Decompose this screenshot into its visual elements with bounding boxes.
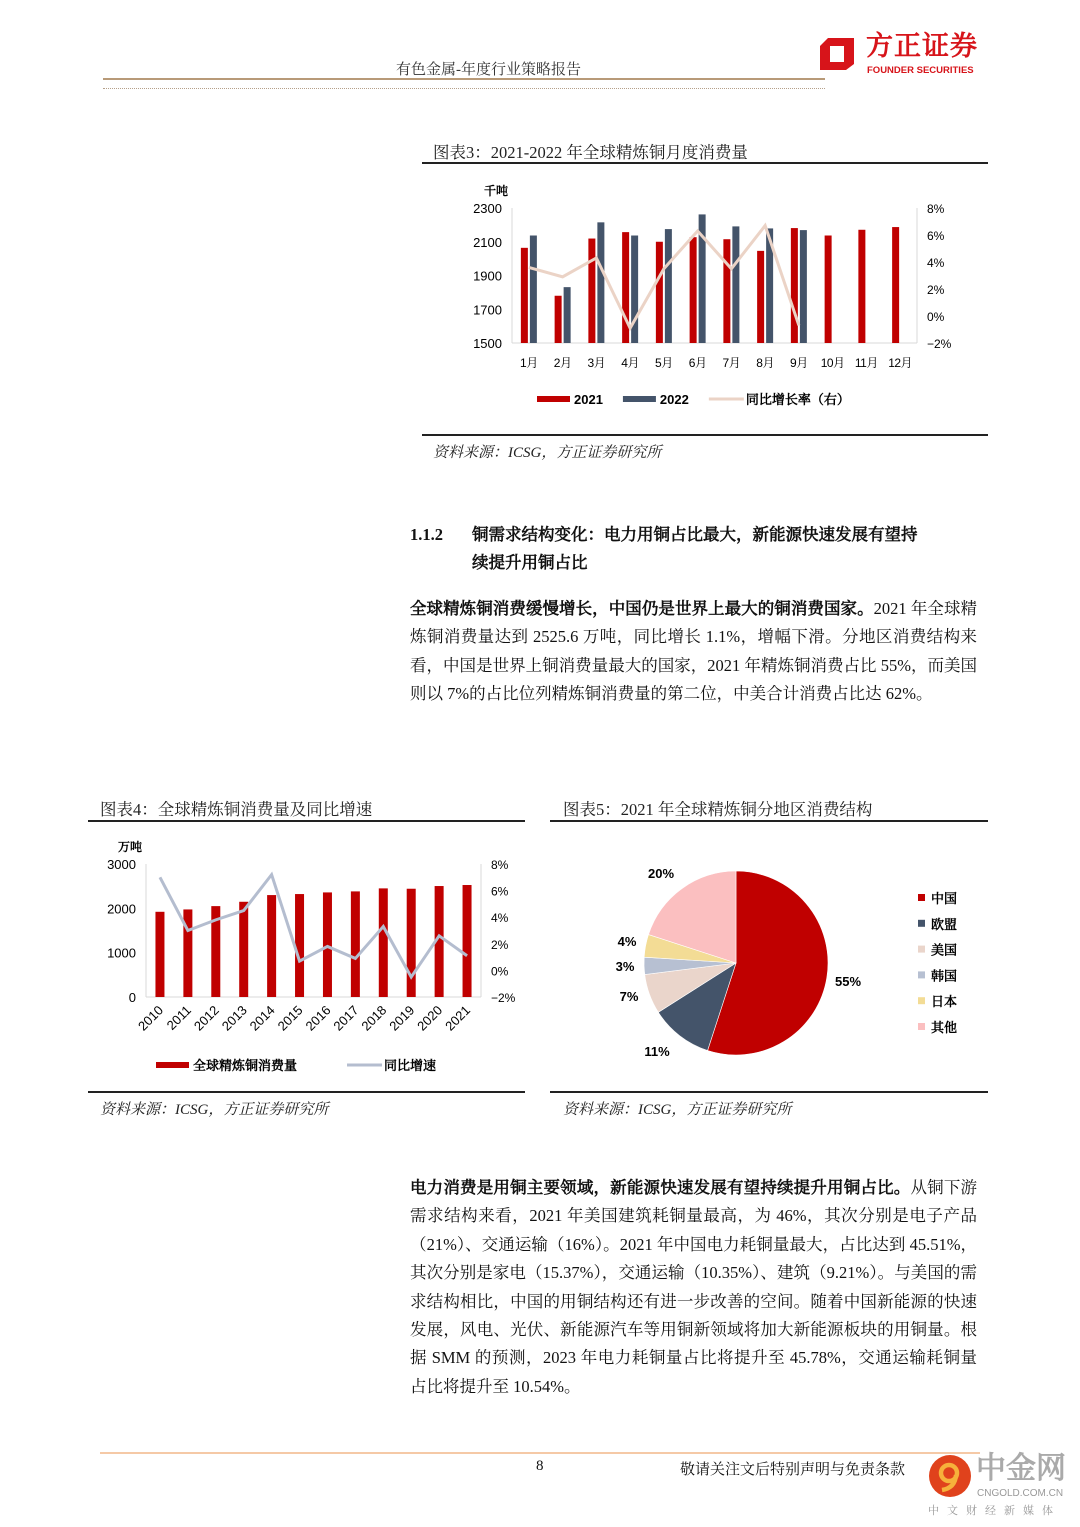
x-tick-label: 2021 [442, 1002, 474, 1034]
y-axis-unit: 万吨 [118, 840, 143, 854]
figure4-title: 图表4：全球精炼铜消费量及同比增速 [100, 800, 373, 819]
paragraph-demand-lead: 电力消费是用铜主要领域，新能源快速发展有望持续提升用铜占比。 [410, 1178, 911, 1197]
bar-2021-11月 [858, 230, 865, 343]
legend-label-2022: 2022 [659, 392, 689, 407]
y-axis-unit: 千吨 [484, 184, 509, 198]
bar-2022-9月 [800, 230, 807, 343]
x-tick-label: 9月 [790, 356, 808, 370]
legend-swatch-2022 [623, 396, 656, 402]
y2-tick-label: 0% [927, 310, 945, 324]
x-tick-label: 2012 [190, 1002, 222, 1034]
x-tick-label: 2015 [274, 1002, 306, 1034]
pie-label-其他: 20% [647, 866, 675, 881]
section-heading-line1: 铜需求结构变化：电力用铜占比最大，新能源快速发展有望持 [472, 525, 918, 544]
legend-label-同比增速: 同比增速 [384, 1058, 437, 1073]
y2-tick-label: −2% [927, 337, 952, 351]
x-tick-label: 2013 [218, 1002, 250, 1034]
y2-tick-label: −2% [491, 991, 516, 1005]
line-同比增速 [160, 875, 467, 977]
legend-label-日本: 日本 [931, 994, 958, 1010]
y2-tick-label: 0% [491, 964, 509, 979]
bar-全球精炼铜消费量-2016 [323, 892, 332, 997]
x-tick-label: 5月 [655, 356, 673, 370]
bar-全球精炼铜消费量-2013 [239, 902, 248, 997]
figure3-chart [422, 175, 988, 420]
legend-label-2021: 2021 [574, 392, 603, 407]
bar-2022-5月 [665, 229, 672, 343]
pie-label-美国: 7% [619, 989, 639, 1004]
pie-label-欧盟: 11% [644, 1044, 670, 1059]
watermark-tagline: 中文财经新媒体 [928, 1504, 1061, 1517]
bar-全球精炼铜消费量-2017 [351, 891, 360, 997]
y2-tick-label: 6% [927, 229, 945, 243]
legend-label-中国: 中国 [931, 891, 958, 906]
figure3-bottom-rule [422, 434, 988, 436]
report-header-title: 有色金属-年度行业策略报告 [396, 62, 581, 78]
bar-全球精炼铜消费量-2010 [155, 912, 164, 997]
section-number: 1.1.2 [410, 525, 443, 544]
bar-2021-3月 [588, 239, 595, 343]
cngold-watermark [928, 1452, 1080, 1527]
bar-全球精炼铜消费量-2015 [295, 894, 304, 997]
x-tick-label: 2017 [330, 1002, 362, 1034]
x-tick-label: 2011 [163, 1002, 194, 1033]
y-tick-label: 3000 [107, 857, 136, 872]
bar-全球精炼铜消费量-2019 [407, 889, 416, 997]
x-tick-label: 8月 [756, 356, 774, 370]
y-tick-label: 2000 [107, 901, 136, 917]
legend-label-欧盟: 欧盟 [931, 916, 958, 932]
x-tick-label: 2016 [302, 1002, 334, 1034]
y2-tick-label: 4% [927, 256, 945, 270]
founder-securities-logo [820, 31, 985, 78]
logo-mark-icon [820, 36, 854, 70]
header-dotted-divider [103, 88, 825, 89]
x-tick-label: 7月 [722, 356, 741, 370]
bar-2021-8月 [757, 251, 764, 343]
legend-swatch-中国 [918, 894, 925, 901]
figure5-chart [550, 830, 988, 1085]
figure5-bottom-rule [550, 1091, 988, 1093]
pie-label-韩国: 3% [615, 959, 635, 974]
x-tick-label: 1月 [520, 356, 538, 370]
x-tick-label: 11月 [854, 356, 878, 370]
logo-text-en: FOUNDER SECURITIES [867, 65, 974, 76]
x-tick-label: 4月 [621, 356, 639, 370]
footer-divider [100, 1452, 980, 1454]
disclaimer-notice: 敬请关注文后特别声明与免责条款 [680, 1460, 906, 1478]
legend-swatch-日本 [918, 997, 925, 1004]
legend-label-韩国: 韩国 [931, 968, 958, 984]
header-divider [103, 78, 825, 80]
y2-tick-label: 4% [491, 911, 509, 926]
figure4-chart [88, 830, 525, 1085]
legend-label-美国: 美国 [931, 942, 958, 958]
y-tick-label: 2100 [473, 234, 502, 250]
bar-2022-2月 [564, 287, 571, 343]
y-tick-label: 1000 [107, 945, 136, 961]
x-tick-label: 12月 [888, 356, 913, 370]
y-tick-label: 1900 [473, 268, 502, 284]
x-tick-label: 3月 [587, 356, 606, 370]
legend-swatch-2021 [537, 396, 570, 402]
logo-text-cn: 方正证券 [866, 31, 978, 62]
legend-label-全球精炼铜消费量: 全球精炼铜消费量 [193, 1058, 298, 1073]
paragraph-consumption-body: 2021 年全球精炼铜消费量达到 2525.6 万吨，同比增长 1.1%，增幅下滑。分地区消费结构来看，中国是世界上铜消费量最大的国家，2021 年精炼铜消费占比 55%，而美国则以 7%的占比位列精炼铜消费量的第二位，中美合计消费占比达 62%。 [410, 599, 977, 704]
bar-2022-7月 [732, 226, 739, 343]
x-tick-label: 2018 [358, 1002, 390, 1034]
bar-2022-3月 [597, 222, 604, 343]
figure3-title: 图表3：2021-2022 年全球精炼铜月度消费量 [433, 143, 748, 162]
paragraph-consumption-lead: 全球精炼铜消费缓慢增长，中国仍是世界上最大的铜消费国家。 [410, 599, 874, 618]
y2-tick-label: 6% [491, 884, 509, 899]
y-tick-label: 1700 [473, 302, 502, 318]
bar-2022-1月 [530, 236, 537, 343]
bar-2021-1月 [521, 248, 528, 343]
section-heading [472, 521, 982, 577]
page-number: 8 [536, 1458, 544, 1474]
bar-2021-6月 [690, 237, 697, 343]
pie-label-中国: 55% [834, 974, 862, 989]
y2-tick-label: 8% [927, 202, 945, 216]
legend-swatch-其他 [918, 1023, 925, 1030]
y2-tick-label: 2% [927, 283, 945, 297]
watermark-name: 中金网 [976, 1451, 1066, 1486]
x-tick-label: 2019 [386, 1002, 418, 1034]
legend-swatch-韩国 [918, 971, 925, 978]
paragraph-demand-structure [410, 1174, 977, 1401]
bar-2021-10月 [825, 236, 832, 343]
figure4-source: 资料来源：ICSG，方正证券研究所 [100, 1102, 329, 1118]
bar-2021-2月 [555, 296, 562, 343]
bar-2021-12月 [892, 227, 899, 343]
watermark-url: CNGOLD.COM.CN [977, 1488, 1064, 1499]
section-heading-line2: 续提升用铜占比 [472, 553, 588, 572]
figure3-top-rule [422, 162, 988, 164]
figure5-top-rule [550, 820, 988, 822]
y2-tick-label: 2% [491, 937, 509, 952]
bar-全球精炼铜消费量-2014 [267, 895, 276, 997]
legend-label-其他: 其他 [931, 1020, 958, 1035]
x-tick-label: 10月 [820, 356, 845, 370]
x-tick-label: 6月 [688, 356, 707, 370]
x-tick-label: 2020 [414, 1002, 446, 1034]
x-tick-label: 2010 [135, 1002, 167, 1034]
figure5-title: 图表5：2021 年全球精炼铜分地区消费结构 [563, 800, 873, 819]
figure5-source: 资料来源：ICSG，方正证券研究所 [563, 1102, 792, 1118]
x-tick-label: 2014 [246, 1002, 278, 1034]
figure4-bottom-rule [88, 1091, 525, 1093]
cngold-logo-icon [928, 1454, 972, 1498]
y-tick-label: 2300 [473, 201, 502, 216]
bar-2021-5月 [656, 242, 663, 343]
legend-swatch-美国 [918, 946, 925, 953]
legend-swatch-全球精炼铜消费量 [156, 1062, 189, 1068]
pie-label-日本: 4% [617, 934, 637, 949]
paragraph-demand-body: 从铜下游需求结构来看，2021 年美国建筑耗铜量最高，为 46%，其次分别是电子产品（21%）、交通运输（16%）。2021 年中国电力耗铜量最大，占比达到 45.51%，其次分别是家电（15.37%），交通运输（10.35%）、建筑（9.21%）。与美国的需求结构相比，中国的用铜结构还有进一步改善的空间。随着中国新能源的快速发展，风电、光伏、新能源汽车等用铜新领域将加大新能源板块的用铜量。根据 SMM 的预测，2023 年电力耗铜量占比将提升至 45.78%，交通运输耗铜量占比将提升至 10.54%。 [410, 1178, 978, 1396]
y-tick-label: 0 [128, 990, 136, 1005]
y-tick-label: 1500 [473, 336, 502, 351]
paragraph-consumption [410, 595, 977, 709]
figure3-source: 资料来源：ICSG，方正证券研究所 [433, 445, 662, 461]
figure4-top-rule [88, 820, 525, 822]
bar-全球精炼铜消费量-2018 [379, 888, 388, 997]
x-tick-label: 2月 [553, 356, 572, 370]
y2-tick-label: 8% [491, 858, 509, 872]
legend-swatch-欧盟 [918, 920, 925, 927]
legend-label-同比增长率（右）: 同比增长率（右） [745, 392, 850, 407]
bar-全球精炼铜消费量-2021 [463, 885, 472, 997]
bar-2021-7月 [723, 239, 730, 343]
bar-2021-9月 [791, 228, 798, 343]
